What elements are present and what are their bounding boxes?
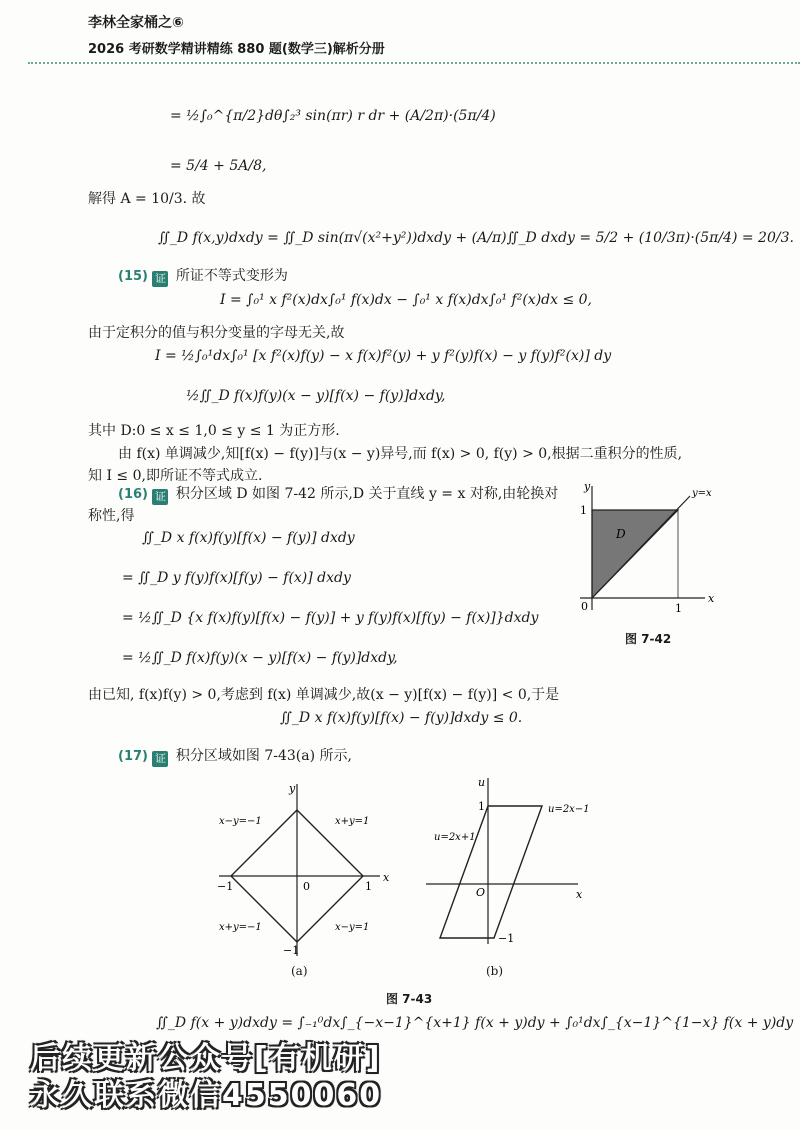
equation-3: ∬_D f(x,y)dxdy = ∬_D sin(π√(x²+y²))dxdy + (A/π)∬_D dxdy = 5/2 + (10/3π)·(5π/4) = 20/3. xyxy=(158,230,794,246)
watermark-line-2: 永久联系微信4550060 xyxy=(30,1078,383,1113)
problem-17-text: 积分区域如图 7-43(a) 所示, xyxy=(175,748,352,764)
x-axis-label: x xyxy=(576,888,583,901)
tick-right: 1 xyxy=(365,880,372,893)
line-label: y=x xyxy=(692,488,712,499)
origin-label: 0 xyxy=(303,880,310,893)
problem-16-text-2: 称性,得 xyxy=(88,508,135,524)
solve-line: 解得 A = 10/3. 故 xyxy=(88,191,206,207)
tick-y1: 1 xyxy=(580,504,587,517)
subfigure-a-label: (a) xyxy=(291,964,308,978)
tick-x1: 1 xyxy=(675,602,682,615)
line-label-1: x−y=−1 xyxy=(219,816,262,827)
x-axis-label: x xyxy=(383,871,390,884)
y-axis-label: y xyxy=(584,480,591,493)
equation-9: = ½∬_D {x f(x)f(y)[f(x) − f(y)] + y f(y)f(x)[f(y) − f(x)]}dxdy xyxy=(122,610,539,626)
problem-15-text-5: 知 I ≤ 0,即所证不等式成立. xyxy=(88,468,263,484)
tick-bottom: −1 xyxy=(283,944,300,957)
problem-16-label: (16) xyxy=(118,487,148,502)
series-title: 李林全家桶之⑥ xyxy=(88,15,184,31)
parallelogram-region xyxy=(440,806,542,938)
problem-16-text-3: 由已知, f(x)f(y) > 0,考虑到 f(x) 单调减少,故(x − y)[f(x) − f(y)] < 0,于是 xyxy=(88,687,560,703)
equation-1: = ½∫₀^{π/2}dθ∫₂³ sin(πr) r dr + (A/2π)·(5π/4) xyxy=(170,108,496,124)
problem-15-text-4: 由 f(x) 单调减少,知[f(x) − f(y)]与(x − y)异号,而 f(x) > 0, f(y) > 0,根据二重积分的性质, xyxy=(118,446,683,462)
problem-17-heading xyxy=(118,745,352,767)
problem-17-label: (17) xyxy=(118,749,148,764)
problem-15-label: (15) xyxy=(118,269,148,284)
book-title: 2026 考研数学精讲精练 880 题(数学三)解析分册 xyxy=(88,42,385,57)
line-label-2: x+y=1 xyxy=(335,816,370,827)
equation-10: = ½∬_D f(x)f(y)(x − y)[f(x) − f(y)]dxdy, xyxy=(122,650,398,666)
watermark-line-1: 后续更新公众号[有机研] xyxy=(30,1041,382,1076)
y-axis-label: y xyxy=(289,782,296,795)
problem-15-text-3: 其中 D:0 ≤ x ≤ 1,0 ≤ y ≤ 1 为正方形. xyxy=(88,423,340,439)
tick-top: 1 xyxy=(478,800,485,813)
proof-badge-icon: 证 xyxy=(152,751,168,767)
x-axis-label: x xyxy=(708,592,715,605)
line-label-1: u=2x−1 xyxy=(548,804,590,815)
equation-5: I = ½∫₀¹dx∫₀¹ [x f²(x)f(y) − x f(x)f²(y) + y f²(y)f(x) − y f(y)f²(x)] dy xyxy=(155,348,612,364)
subfigure-b-label: (b) xyxy=(486,964,504,978)
problem-16-heading xyxy=(118,483,558,505)
line-label-2: u=2x+1 xyxy=(434,832,476,843)
equation-7: ∬_D x f(x)f(y)[f(x) − f(y)] dxdy xyxy=(142,530,355,546)
figure-7-43a xyxy=(215,778,405,960)
figure-7-42 xyxy=(570,478,720,618)
equation-8: = ∬_D y f(y)f(x)[f(y) − f(x)] dxdy xyxy=(122,570,351,586)
equation-6: ½∬_D f(x)f(y)(x − y)[f(x) − f(y)]dxdy, xyxy=(186,388,446,404)
header-divider xyxy=(28,62,800,64)
problem-15-heading xyxy=(118,265,288,287)
problem-16-text: 积分区域 D 如图 7-42 所示,D 关于直线 y = x 对称,由轮换对 xyxy=(175,486,559,502)
equation-11: ∬_D x f(x)f(y)[f(x) − f(y)]dxdy ≤ 0. xyxy=(280,710,523,726)
equation-4: I = ∫₀¹ x f²(x)dx∫₀¹ f(x)dx − ∫₀¹ x f(x)dx∫₀¹ f²(x)dx ≤ 0, xyxy=(220,292,593,308)
origin-label: 0 xyxy=(581,600,588,613)
proof-badge-icon: 证 xyxy=(152,271,168,287)
line-label-4: x−y=1 xyxy=(335,922,370,933)
figure-7-43b xyxy=(420,772,605,950)
equation-2: = 5/4 + 5A/8, xyxy=(170,158,267,174)
problem-15-text-2: 由于定积分的值与积分变量的字母无关,故 xyxy=(88,325,345,341)
origin-label: O xyxy=(476,886,486,899)
tick-bottom: −1 xyxy=(498,932,515,945)
figure-7-42-caption: 图 7-42 xyxy=(625,632,672,646)
tick-left: −1 xyxy=(217,880,234,893)
u-axis-label: u xyxy=(478,776,486,789)
figure-7-43-caption: 图 7-43 xyxy=(386,992,433,1006)
problem-15-text: 所证不等式变形为 xyxy=(175,268,288,284)
region-label: D xyxy=(616,527,626,541)
equation-12: ∬_D f(x + y)dxdy = ∫₋₁⁰dx∫_{−x−1}^{x+1} f(x + y)dy + ∫₀¹dx∫_{x−1}^{1−x} f(x + y)dy xyxy=(156,1015,794,1031)
line-label-3: x+y=−1 xyxy=(219,922,262,933)
proof-badge-icon: 证 xyxy=(152,489,168,505)
